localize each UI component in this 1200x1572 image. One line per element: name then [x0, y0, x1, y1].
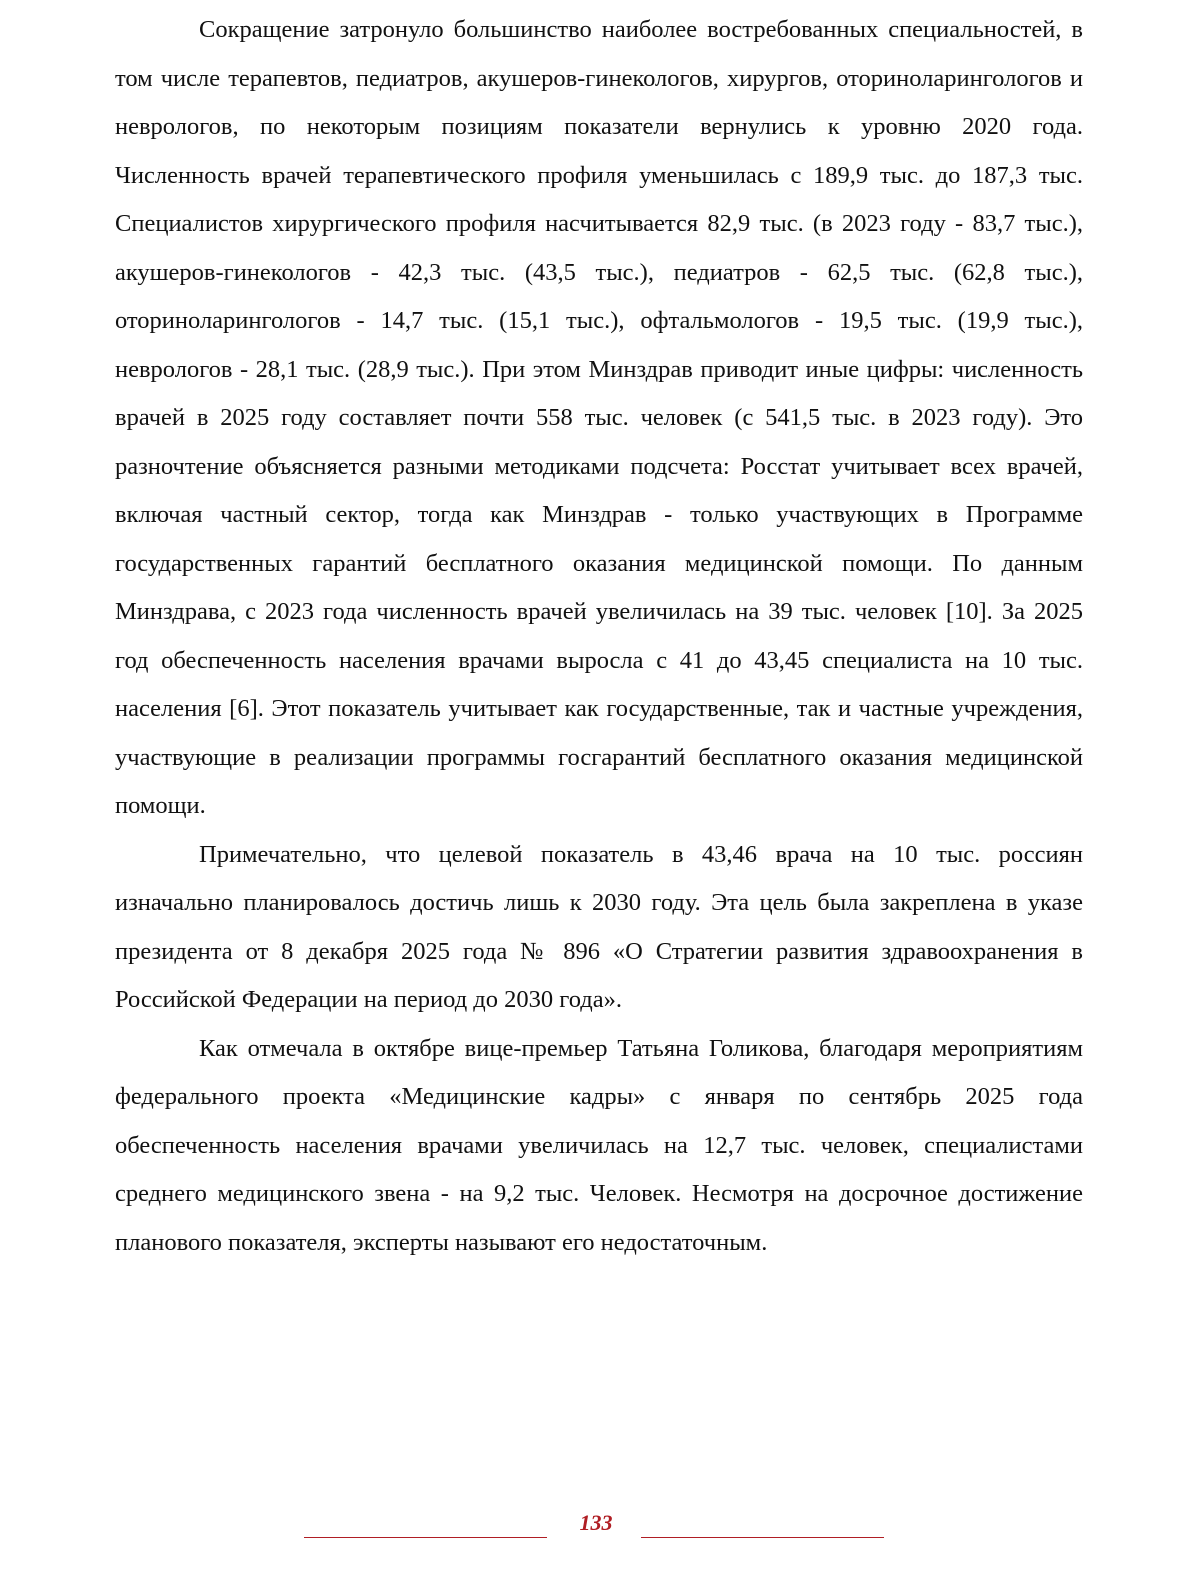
page-number: 133: [579, 1510, 613, 1535]
body-text: [115, 6, 1083, 1267]
page-footer: [0, 1508, 1200, 1558]
footer-rule-right: [641, 1537, 884, 1538]
paragraph-1: Сокращение затронуло большинство наиболее востребованных специальностей, в том числе терапевтов, педиатров, акушеров-гинекологов, хирургов, оториноларингологов и неврологов, по некоторым позициям показатели вернулись к уровню 2020 года. Численность врачей терапевтического профиля уменьшилась с 189,9 тыс. до 187,3 тыс. Специалистов хирургического профиля насчитывается 82,9 тыс. (в 2023 году - 83,7 тыс.), акушеров-гинекологов - 42,3 тыс. (43,5 тыс.), педиатров - 62,5 тыс. (62,8 тыс.), оториноларингологов - 14,7 тыс. (15,1 тыс.), офтальмологов - 19,5 тыс. (19,9 тыс.), неврологов - 28,1 тыс. (28,9 тыс.). При этом Минздрав приводит иные цифры: численность врачей в 2025 году составляет почти 558 тыс. человек (с 541,5 тыс. в 2023 году). Это разночтение объясняется разными методиками подсчета: Росстат учитывает всех врачей, включая частный сектор, тогда как Минздрав - только участвующих в Программе государственных гарантий бесплатного оказания медицинской помощи. По данным Минздрава, с 2023 года численность врачей увеличилась на 39 тыс. человек [10]. За 2025 год обеспеченность населения врачами выросла с 41 до 43,45 специалиста на 10 тыс. населения [6]. Этот показатель учитывает как государственные, так и частные учреждения, участвующие в реализации программы госгарантий бесплатного оказания медицинской помощи.: [115, 16, 1083, 819]
footer-rule-left: [304, 1537, 547, 1538]
paragraph-3: Как отмечала в октябре вице-премьер Татьяна Голикова, благодаря мероприятиям федерального проекта «Медицинские кадры» с января по сентябрь 2025 года обеспеченность населения врачами увеличилась на 12,7 тыс. человек, специалистами среднего медицинского звена - на 9,2 тыс. Человек. Несмотря на досрочное достижение планового показателя, эксперты называют его недостаточным.: [115, 1034, 1083, 1256]
paragraph-2: Примечательно, что целевой показатель в 43,46 врача на 10 тыс. россиян изначально планировалось достичь лишь к 2030 году. Эта цель была закреплена в указе президента от 8 декабря 2025 года № 896 «О Стратегии развития здравоохранения в Российской Федерации на период до 2030 года».: [115, 840, 1083, 1013]
